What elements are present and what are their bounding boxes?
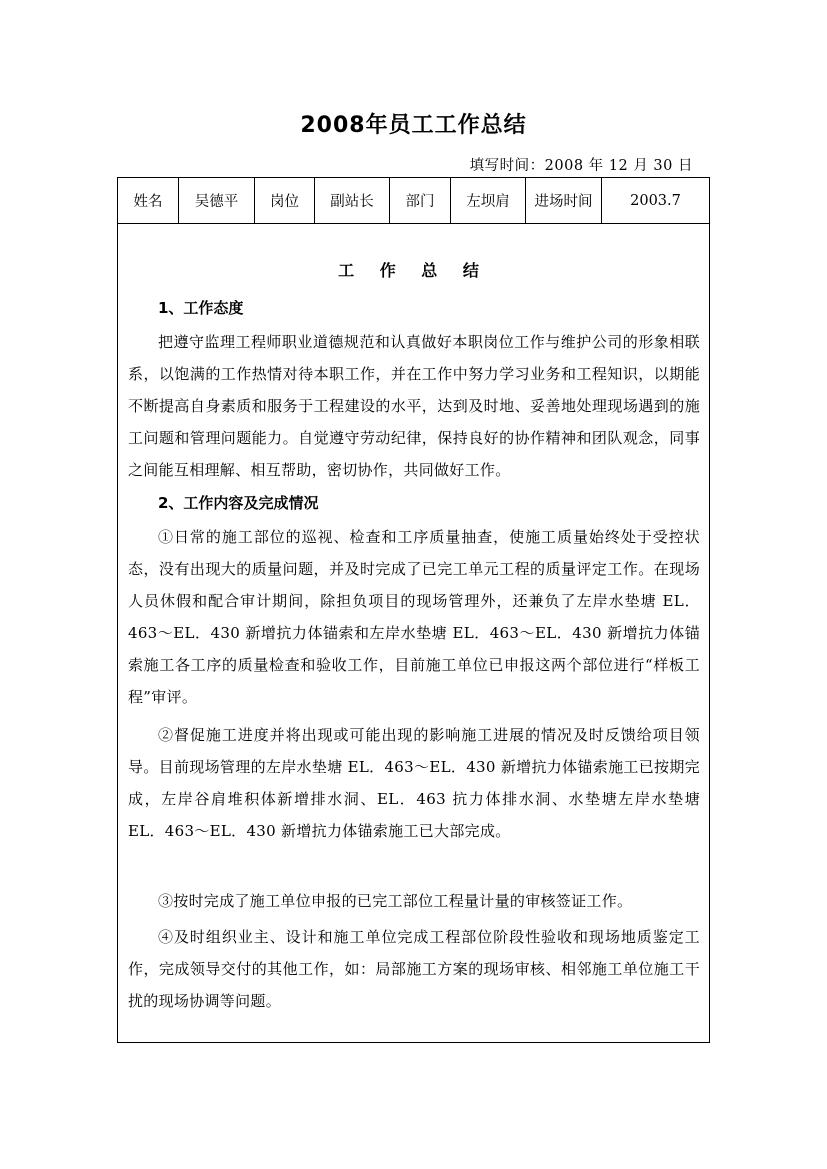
name-value: 吴德平 — [179, 178, 255, 223]
work-item-1: ①日常的施工部位的巡视、检查和工序质量抽查，使施工质量始终处于受控状态，没有出现大的质量问题，并及时完成了已完工单元工程的质量评定工作。在现场人员休假和配合审计期间，除担负项目的现场管理外，还兼负了左岸水垫塘 EL．463～EL．430 新增抗力体锚索和左岸水垫塘 EL．463～EL．430 新增抗力体锚索施工各工序的质量检查和验收工作，目前施工单位已申报这两个部位进行“样板工程”审评。 — [128, 528, 700, 706]
position-value: 副站长 — [315, 178, 390, 223]
entry-date-label: 进场时间 — [526, 178, 602, 223]
position-label: 岗位 — [255, 178, 315, 223]
section-work-content-title: 2、工作内容及完成情况 — [158, 494, 319, 512]
summary-heading: 工 作 总 结 — [338, 261, 489, 280]
work-item-3: ③按时完成了施工单位申报的已完工部位工程量计量的审核签证工作。 — [158, 892, 633, 910]
fill-date: 填写时间：2008 年 12 月 30 日 — [469, 158, 693, 174]
work-item-2: ②督促施工进度并将出现或可能出现的影响施工进展的情况及时反馈给项目领导。目前现场管理的左岸水垫塘 EL．463～EL．430 新增抗力体锚索施工已按期完成，左岸谷肩堆积体新增排水洞、EL．463 抗力体排水洞、水垫塘左岸水垫塘 EL．463～EL．430 新增抗力体锚索施工已大部完成。 — [128, 726, 700, 840]
department-value: 左坝肩 — [451, 178, 526, 223]
document-title: 2008年员工工作总结 — [300, 113, 527, 138]
employee-info-row — [118, 178, 709, 224]
department-label: 部门 — [390, 178, 451, 223]
work-item-4: ④及时组织业主、设计和施工单位完成工程部位阶段性验收和现场地质鉴定工作，完成领导交付的其他工作，如：局部施工方案的现场审核、相邻施工单位施工干扰的现场协调等问题。 — [128, 928, 700, 1010]
section-work-attitude-title: 1、工作态度 — [158, 299, 244, 317]
entry-date-value: 2003.7 — [630, 192, 681, 209]
section-work-attitude-text: 把遵守监理工程师职业道德规范和认真做好本职岗位工作与维护公司的形象相联系，以饱满的工作热情对待本职工作，并在工作中努力学习业务和工程知识，以期能不断提高自身素质和服务于工程建设的水平，达到及时地、妥善地处理现场遇到的施工问题和管理问题能力。自觉遵守劳动纪律，保持良好的协作精神和团队观念，同事之间能互相理解、相互帮助，密切协作，共同做好工作。 — [128, 333, 700, 479]
name-label: 姓名 — [118, 178, 179, 223]
summary-form — [117, 177, 710, 1043]
